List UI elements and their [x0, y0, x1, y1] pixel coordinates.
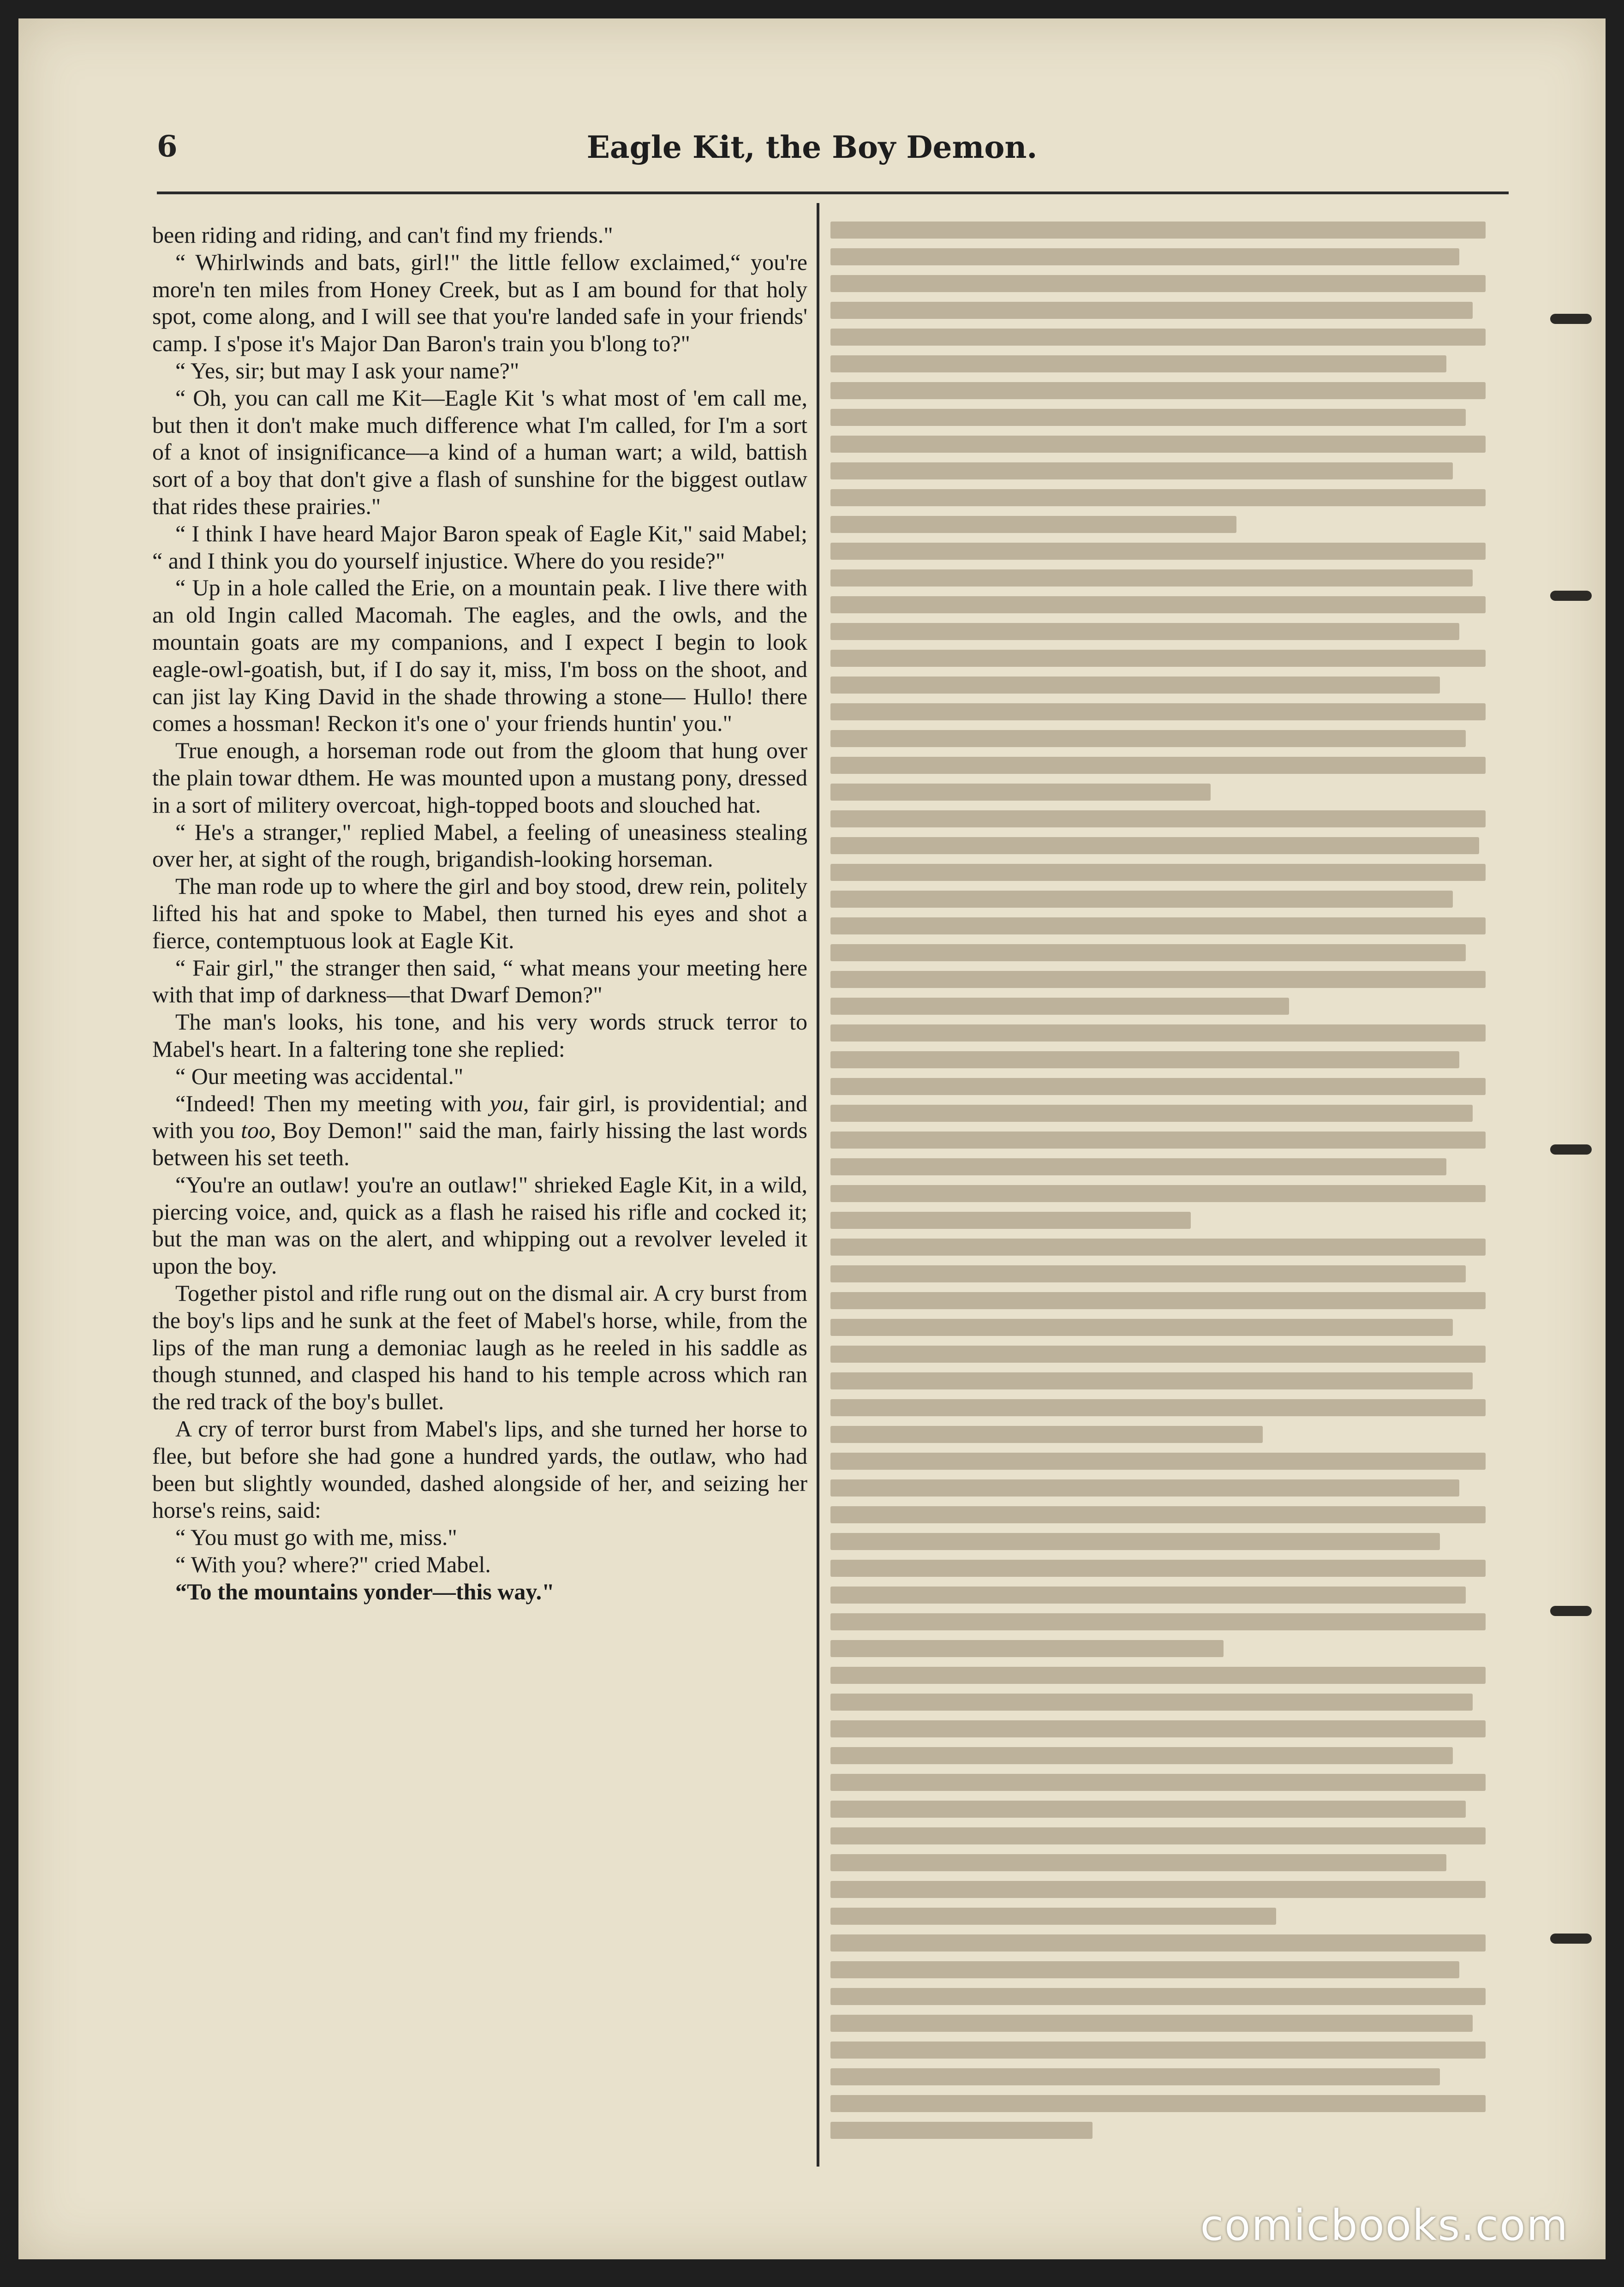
text-line	[830, 730, 1466, 747]
paragraph: “ Oh, you can call me Kit—Eagle Kit 's what most of 'em call me, but then it don't make much difference what I'm called, for I'm a sort of a knot of insignificance—a kind of a human wart; a wild, battish sort of a boy that don't give a flash of sunshine for the biggest outlaw that rides these prairies."	[152, 384, 807, 519]
header-rule	[157, 192, 1509, 194]
text-line	[830, 703, 1486, 720]
text-line	[830, 1881, 1486, 1898]
text-run: “Indeed! Then my meeting with	[175, 1090, 490, 1116]
text-line	[830, 784, 1211, 801]
text-line	[830, 944, 1466, 961]
right-column	[830, 222, 1486, 2139]
column-divider	[817, 203, 819, 2167]
text-line	[830, 436, 1486, 453]
text-line	[830, 2042, 1486, 2059]
italic-run: you	[490, 1090, 523, 1116]
text-line	[830, 1747, 1453, 1764]
text-line	[830, 1506, 1486, 1523]
text-line	[830, 275, 1486, 292]
text-line	[830, 2068, 1440, 2085]
text-line	[830, 1024, 1486, 1042]
text-line	[830, 1908, 1276, 1925]
left-column	[152, 222, 807, 1605]
text-line	[830, 2122, 1093, 2139]
text-line	[830, 1185, 1486, 1202]
running-title: Eagle Kit, the Boy Demon.	[586, 129, 1038, 165]
text-line	[830, 302, 1473, 319]
text-line	[830, 1051, 1459, 1068]
text-line	[830, 917, 1486, 934]
binding-staple	[1550, 314, 1592, 324]
page-number: 6	[157, 129, 178, 164]
text-line	[830, 1453, 1486, 1470]
text-line	[830, 516, 1236, 533]
text-line	[830, 1640, 1224, 1657]
italic-run: too	[241, 1117, 270, 1144]
paragraph: “ Fair girl," the stranger then said, “ what means your meeting here with that imp of darkness—that Dwarf Demon?"	[152, 954, 807, 1008]
paragraph	[152, 1090, 807, 1171]
text-line	[830, 1988, 1486, 2005]
text-run: , fair girl, is providential; and with you	[152, 1090, 807, 1144]
paragraph: “ Yes, sir; but may I ask your name?"	[175, 357, 519, 383]
text-line	[830, 1399, 1486, 1416]
text-line	[830, 1801, 1466, 1818]
text-line	[830, 1854, 1446, 1871]
text-line	[830, 1158, 1446, 1175]
paragraph: The man's looks, his tone, and his very words struck terror to Mabel's heart. In a faltering tone she replied:	[152, 1009, 807, 1062]
text-line	[830, 569, 1473, 587]
right-column-text-lines	[830, 222, 1486, 2139]
text-line	[830, 1774, 1486, 1791]
text-line	[830, 489, 1486, 506]
text-line	[830, 1078, 1486, 1095]
text-line	[830, 1212, 1191, 1229]
paragraph: “ I think I have heard Major Baron speak of Eagle Kit," said Mabel; “ and I think you do yourself injustice. Where do you reside?"	[152, 520, 807, 574]
text-line	[830, 971, 1486, 988]
text-line	[830, 329, 1486, 346]
paragraph: “ He's a stranger," replied Mabel, a feeling of uneasiness stealing over her, at sight of the rough, brigandish-looking horseman.	[152, 819, 807, 872]
paragraph: “ Up in a hole called the Erie, on a mountain peak. I live there with an old Ingin called Macomah. The eagles, and the owls, and the mountain goats are my companions, and I expect I begin to look eagle-owl-goatish, but, if I do say it, miss, I'm boss on the shoot, and can jist lay King David in the shade throwing a stone— Hullo! there comes a hossman! Reckon it's one o' your friends huntin' you."	[152, 575, 807, 736]
text-line	[830, 1533, 1440, 1550]
binding-staple	[1550, 1606, 1592, 1616]
text-line	[830, 1426, 1263, 1443]
text-line	[830, 1479, 1459, 1497]
paragraph: Together pistol and rifle rung out on the dismal air. A cry burst from the boy's lips and he sunk at the feet of Mabel's horse, while, from the lips of the man rung a demoniac laugh as he reeled in his saddle as though stunned, and clasped his hand to his temple across which ran the red track of the boy's bullet.	[152, 1280, 807, 1415]
text-run: , Boy Demon!" said the man, fairly hissing the last words between his set teeth.	[152, 1117, 807, 1171]
binding-staple	[1550, 1934, 1592, 1944]
text-line	[830, 1346, 1486, 1363]
text-line	[830, 757, 1486, 774]
text-line	[830, 810, 1486, 827]
text-line	[830, 1613, 1486, 1630]
text-line	[830, 382, 1486, 399]
text-line	[830, 837, 1479, 854]
text-line	[830, 650, 1486, 667]
text-line	[830, 1694, 1473, 1711]
text-line	[830, 1105, 1473, 1122]
text-line	[830, 1292, 1486, 1309]
paragraph: “ With you? where?" cried Mabel.	[175, 1551, 491, 1578]
paragraph: “ Our meeting was accidental."	[175, 1063, 464, 1089]
text-line	[830, 864, 1486, 881]
text-line	[830, 1319, 1453, 1336]
paragraph: “ You must go with me, miss."	[175, 1524, 457, 1551]
text-line	[830, 1372, 1473, 1389]
text-line	[830, 1560, 1486, 1577]
text-line	[830, 248, 1459, 265]
site-watermark: comicbooks.com	[1200, 2201, 1569, 2250]
text-line	[830, 1132, 1486, 1149]
text-line	[830, 409, 1466, 426]
text-line	[830, 355, 1446, 372]
page-header	[18, 129, 1606, 185]
text-line	[830, 1239, 1486, 1256]
text-line	[830, 998, 1289, 1015]
text-line	[830, 623, 1459, 640]
binding-staple	[1550, 1144, 1592, 1155]
text-line	[830, 596, 1486, 613]
text-line	[830, 1934, 1486, 1952]
text-line	[830, 222, 1486, 239]
paragraph: A cry of terror burst from Mabel's lips, and she turned her horse to flee, but before she had gone a hundred yards, the outlaw, who had been but slightly wounded, dashed alongside of her, and seizing her horse's reins, said:	[152, 1416, 807, 1523]
text-line	[830, 543, 1486, 560]
text-line	[830, 1587, 1466, 1604]
paragraph: The man rode up to where the girl and boy stood, drew rein, politely lifted his hat and spoke to Mabel, then turned his eyes and shot a fierce, contemptuous look at Eagle Kit.	[152, 873, 807, 953]
text-line	[830, 1720, 1486, 1737]
text-line	[830, 2095, 1486, 2112]
text-line	[830, 2015, 1473, 2032]
text-line	[830, 1827, 1486, 1844]
text-line	[830, 677, 1440, 694]
text-line	[830, 1961, 1459, 1978]
paragraph: True enough, a horseman rode out from the gloom that hung over the plain towar dthem. He was mounted upon a mustang pony, dressed in a sort of militery overcoat, high-topped boots and slouched hat.	[152, 737, 807, 818]
paragraph: “ Whirlwinds and bats, girl!" the little fellow exclaimed,“ you're more'n ten miles from Honey Creek, but as I am bound for that holy spot, come along, and I will see that you're landed safe in your friends' camp. I s'pose it's Major Dan Baron's train you b'long to?"	[152, 249, 807, 357]
text-line	[830, 1265, 1466, 1282]
paragraph: “You're an outlaw! you're an outlaw!" shrieked Eagle Kit, in a wild, piercing voice, and, quick as a flash he raised his rifle and cocked it; but the man was on the alert, and whipping out a revolver leveled it upon the boy.	[152, 1171, 807, 1279]
paragraph: “To the mountains yonder—this way."	[175, 1578, 555, 1604]
paragraph: been riding and riding, and can't find my friends."	[152, 222, 613, 248]
text-line	[830, 1667, 1486, 1684]
text-line	[830, 891, 1453, 908]
text-line	[830, 462, 1453, 479]
binding-staple	[1550, 591, 1592, 601]
magazine-page	[18, 18, 1606, 2259]
